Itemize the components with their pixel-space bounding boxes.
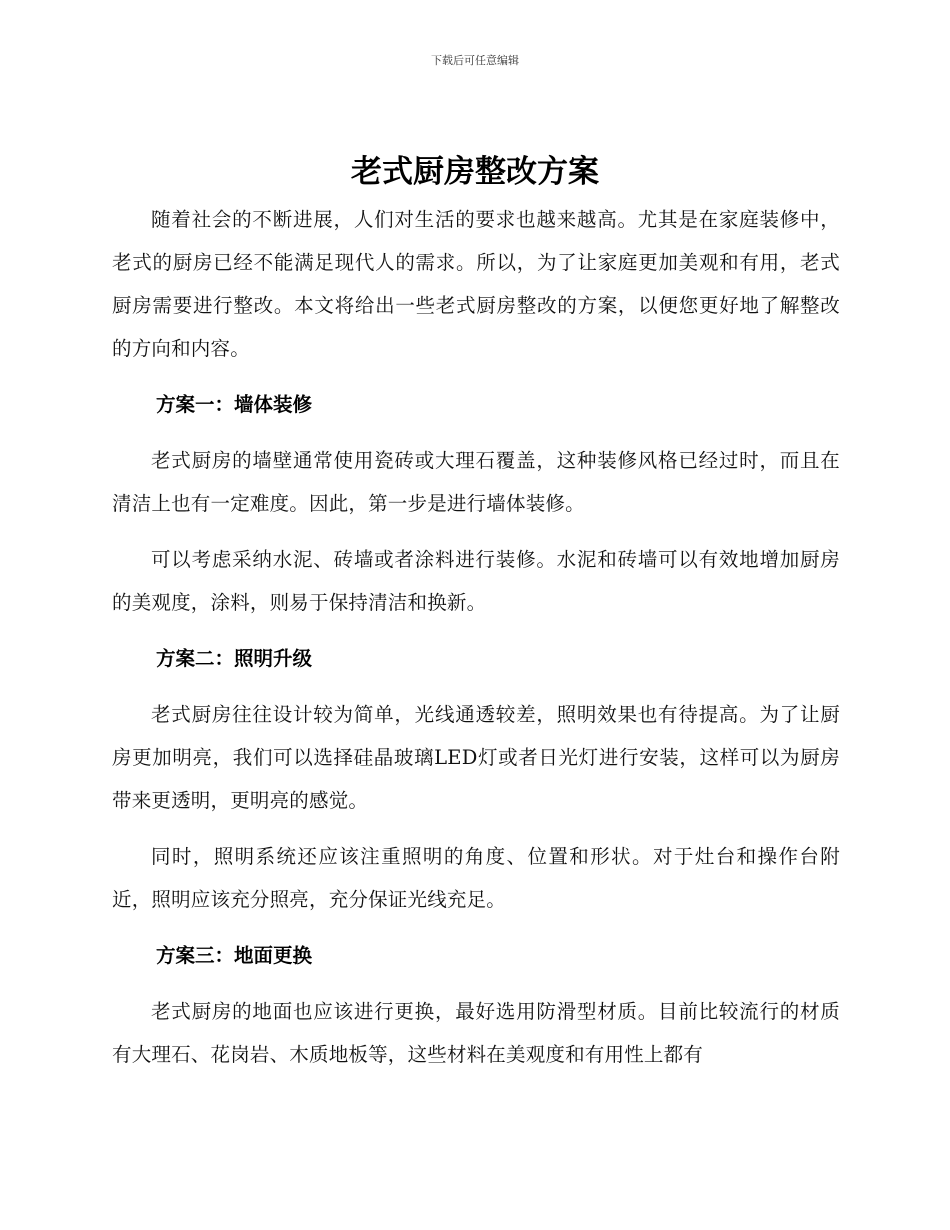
section-heading-wall: 方案一：墙体装修 xyxy=(156,393,313,416)
document-title: 老式厨房整改方案 xyxy=(351,154,599,190)
section-heading-floor: 方案三：地面更换 xyxy=(156,944,313,967)
section-paragraph: 老式厨房的地面也应该进行更换，最好选用防滑型材质。目前比较流行的材质有大理石、花岗岩、木质地板等，这些材料在美观度和有用性上都有 xyxy=(112,1000,840,1066)
intro-paragraph: 随着社会的不断进展，人们对生活的要求也越来越高。尤其是在家庭装修中，老式的厨房已经不能满足现代人的需求。所以，为了让家庭更加美观和有用，老式厨房需要进行整改。本文将给出一些老式厨房整改的方案，以便您更好地了解整改的方向和内容。 xyxy=(112,208,840,360)
section-heading-lighting: 方案二：照明升级 xyxy=(156,647,313,670)
section-paragraph: 同时，照明系统还应该注重照明的角度、位置和形状。对于灶台和操作台附近，照明应该充分照亮，充分保证光线充足。 xyxy=(112,845,840,911)
section-paragraph: 老式厨房的墙壁通常使用瓷砖或大理石覆盖，这种装修风格已经过时，而且在清洁上也有一定难度。因此，第一步是进行墙体装修。 xyxy=(112,449,840,515)
document-body xyxy=(112,198,840,1089)
page-header-note: 下载后可任意编辑 xyxy=(431,54,519,67)
section-paragraph: 可以考虑采纳水泥、砖墙或者涂料进行装修。水泥和砖墙可以有效地增加厨房的美观度，涂料，则易于保持清洁和换新。 xyxy=(112,548,840,614)
section-paragraph: 老式厨房往往设计较为简单，光线通透较差，照明效果也有待提高。为了让厨房更加明亮，我们可以选择硅晶玻璃LED灯或者日光灯进行安装，这样可以为厨房带来更透明，更明亮的感觉。 xyxy=(112,703,840,812)
